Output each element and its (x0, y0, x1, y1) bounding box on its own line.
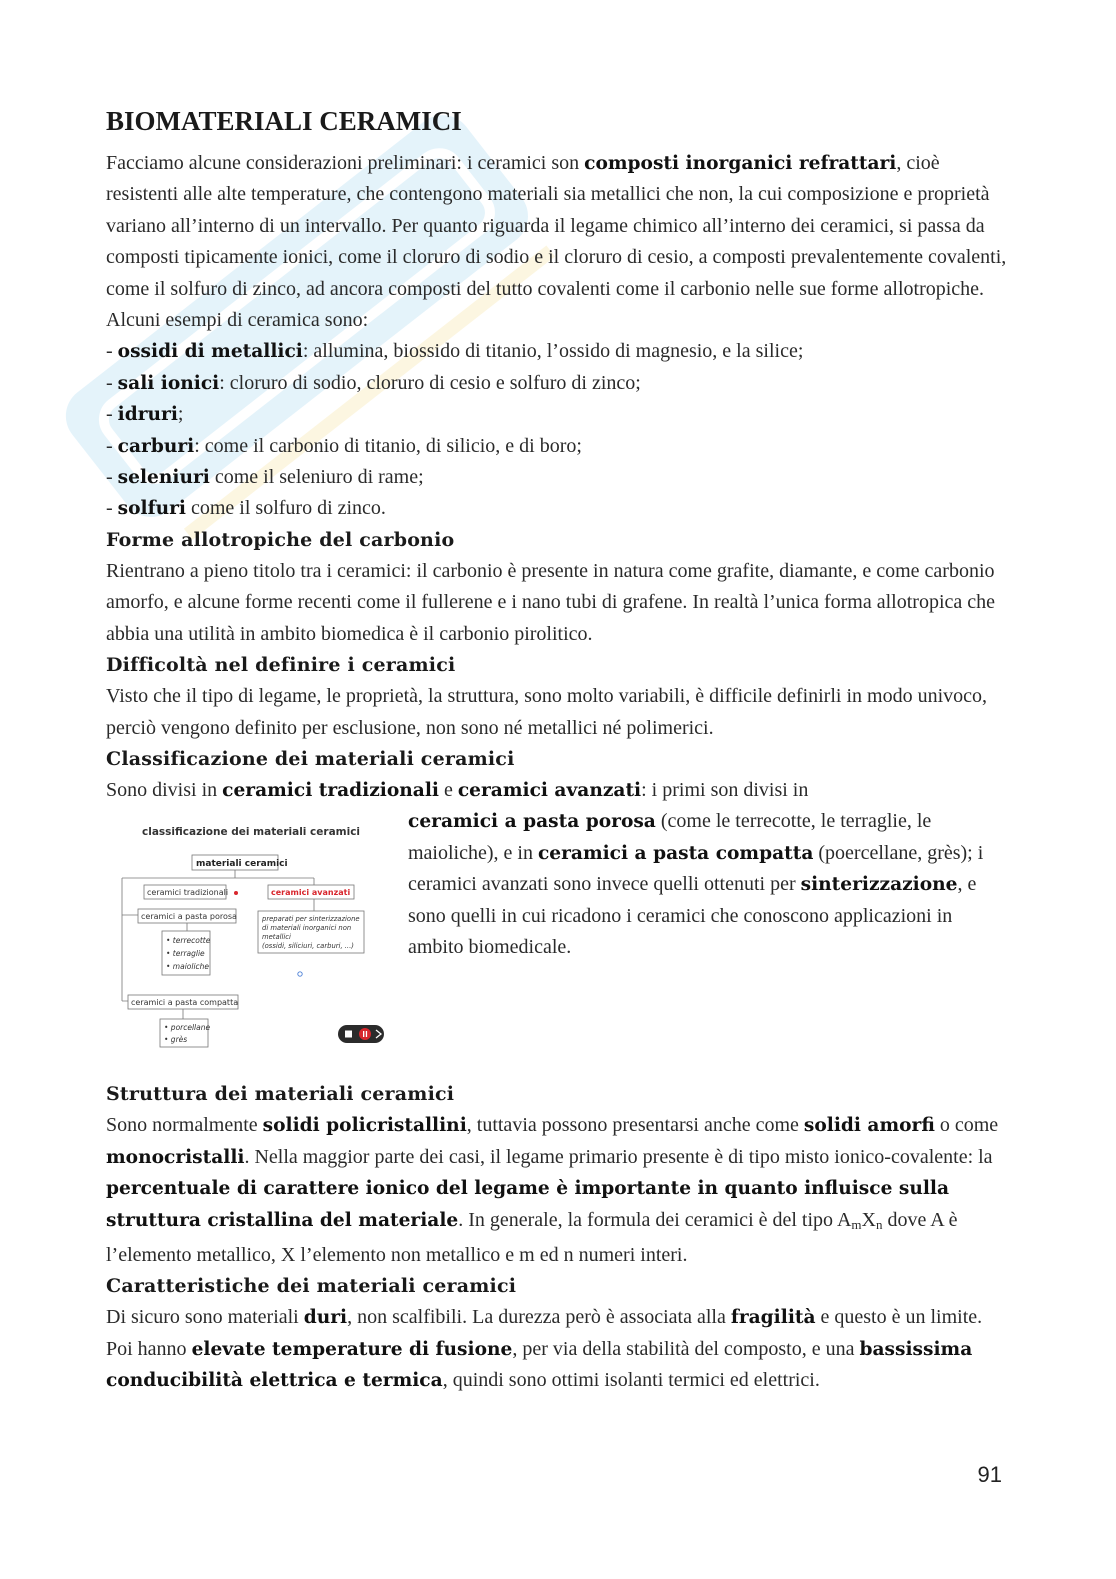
section-text-carbonio: Rientrano a pieno titolo tra i ceramici: il carbonio è presente in natura come grafite, diamante, e come carbonio amorfo, e alcune forme recenti come il fullerene e i nano tubi di grafene. In realtà l’unica forma allotropica che abbia una utilità in ambito biomedica è il carbonio pirolitico. (106, 559, 996, 645)
list-item: - ossidi di metallici: allumina, biossido di titanio, l’ossido di magnesio, e la silice; (106, 340, 804, 363)
porosa-item: • terraglie (166, 949, 205, 959)
red-dot-icon (234, 891, 238, 895)
recording-controls-icon (338, 1025, 384, 1043)
page-number: 91 (977, 1462, 1002, 1487)
diagram-svg (106, 811, 394, 1049)
classification-diagram (106, 811, 394, 1049)
examples-list (106, 336, 1008, 524)
porosa-item: • terrecotte (166, 936, 211, 946)
section-text-struttura: Sono normalmente solidi policristallini, tuttavia possono presentarsi anche come solidi amorfi o come monocristalli. Nella maggior parte dei casi, il legame primario presente è di tipo misto ionico-covalente: la percentuale di carattere ionico del legame è importante in quanto influisce sulla struttura cristallina del materiale. In generale, la formula dei ceramici è del tipo $A_mX_n$ dove A è l’elemento metallico, X l’elemento non metallico e m ed n numeri interi. (106, 1114, 999, 1266)
node-pasta-porosa: ceramici a pasta porosa (141, 912, 237, 922)
porosa-item: • maioliche (166, 962, 210, 972)
section-heading-caratteristiche: Caratteristiche dei materiali ceramici (106, 1275, 517, 1298)
compatta-item: • porcellane (164, 1023, 211, 1033)
adv-desc-line: metallici (262, 933, 291, 942)
section-text-difficolta: Visto che il tipo di legame, le proprietà, la struttura, sono molto variabili, è difficile definirli in modo univoco, perciò vengono definito per esclusione, non sono né metallici né polimerici. (106, 685, 988, 739)
classification-block (106, 806, 1008, 1049)
section-heading-difficolta: Difficoltà nel definire i ceramici (106, 654, 456, 677)
node-avanzati: ceramici avanzati (271, 888, 351, 898)
page-title: BIOMATERIALI CERAMICI (106, 106, 462, 136)
list-item: - sali ionici: cloruro di sodio, cloruro di cesio e solfuro di zinco; (106, 371, 641, 394)
adv-desc-line: (ossidi, siliciuri, carburi, ...) (262, 942, 354, 951)
adv-desc-line: di materiali inorganici non (262, 924, 352, 933)
document-page (106, 104, 1008, 1397)
adv-desc-line: preparati per sinterizzazione (262, 915, 360, 924)
section-text-classificazione-wrap: ceramici a pasta porosa (come le terrecotte, le terraglie, le maioliche), e in ceramici a pasta compatta (poercellane, grès); i ceramici avanzati sono invece quelli ottenuti per sinterizzazione, e sono quelli in cui ricadono i ceramici che conoscono applicazioni in ambito biomedicale. (408, 810, 984, 958)
node-tradizionali: ceramici tradizionali (147, 888, 229, 898)
intro-paragraph: Facciamo alcune considerazioni preliminari: i ceramici son composti inorganici refrattari, cioè resistenti alle alte temperature, che contengono materiali sia metallici che non, la cui composizione e proprietà variano all’interno di un intervallo. Per quanto riguarda il legame chimico all’interno dei ceramici, si passa da composti tipicamente ionici, come il cloruro di sodio e il cloruro di cesio, a composti prevalentemente covalenti, come il solfuro di zinco, ad ancora composti del tutto covalenti come il carbonio nelle sue forme allotropiche. Alcuni esempi di ceramica sono: (106, 152, 1007, 332)
section-text-caratteristiche: Di sicuro sono materiali duri, non scalfibili. La durezza però è associata alla fragilità e questo è un limite. Poi hanno elevate temperature di fusione, per via della stabilità del composto, e una bassissima conducibilità elettrica e termica, quindi sono ottimi isolanti termici ed elettrici. (106, 1306, 983, 1392)
list-item: - idruri; (106, 403, 184, 426)
section-heading-classificazione: Classificazione dei materiali ceramici (106, 747, 515, 770)
list-item: - carburi: come il carbonio di titanio, di silicio, e di boro; (106, 434, 582, 457)
section-heading-struttura: Struttura dei materiali ceramici (106, 1083, 455, 1106)
diagram-title: classificazione dei materiali ceramici (142, 826, 361, 839)
list-item: - solfuri come il solfuro di zinco. (106, 497, 386, 520)
list-item: - seleniuri come il seleniuro di rame; (106, 466, 424, 489)
node-root: materiali ceramici (196, 859, 288, 870)
blue-ring-icon (298, 972, 302, 976)
section-heading-carbonio: Forme allotropiche del carbonio (106, 528, 455, 551)
section-text-classificazione-line1: Sono divisi in ceramici tradizionali e ceramici avanzati: i primi son divisi in (106, 778, 809, 801)
node-pasta-compatta: ceramici a pasta compatta (131, 998, 239, 1008)
compatta-item: • grès (164, 1035, 188, 1045)
